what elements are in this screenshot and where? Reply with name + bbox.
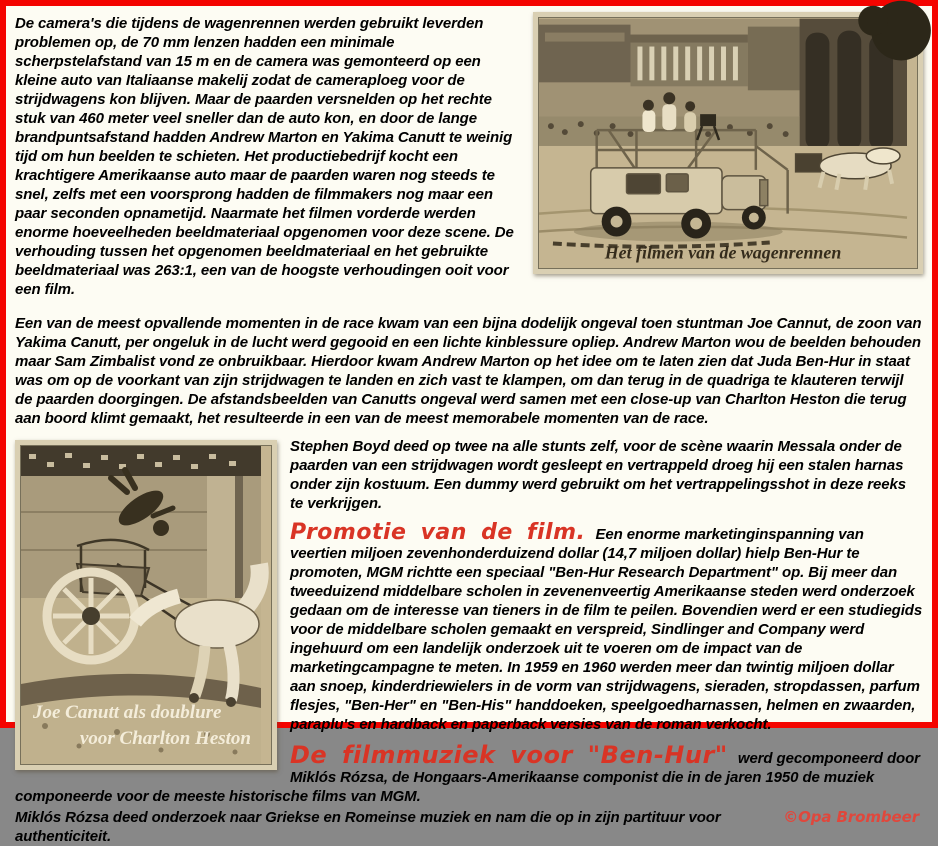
paragraph-stunts: Stephen Boyd deed op twee na alle stunts zelf, voor de scène waarin Messala onder de paarden van een strijdwagen wordt gesleept en vertrappeld droeg hij een stalen harnas onder zijn kostuum. Een dummy werd gebruikt om het vertrappelingsshot in deze reeks te verkrijgen. bbox=[290, 438, 906, 512]
photo-caption-stunt-line2: voor Charlton Heston bbox=[79, 728, 251, 749]
film-music-heading: De filmmuziek voor "Ben-Hur" bbox=[290, 741, 728, 769]
photo-joe-canutt-stunt bbox=[15, 440, 277, 770]
photo-caption-filming: Het filmen van de wagenrennen bbox=[604, 242, 842, 263]
promotion-heading: Promotie van de film. bbox=[290, 520, 586, 545]
photo-caption-stunt-line1: Joe Canutt als doublure bbox=[33, 702, 222, 723]
stunt-chariot-illustration bbox=[21, 446, 261, 764]
copyright-credit: ©Opa Brombeer bbox=[783, 808, 919, 826]
paragraph-music-research bbox=[15, 808, 923, 846]
photo-frame bbox=[538, 17, 918, 269]
film-music-text: werd gecomponeerd door Miklós Rózsa, de Hongaars-Amerikaanse componist die in de jaren 1950 de muziek componeerde voor de meeste historische films van MGM. bbox=[15, 750, 920, 805]
lower-section bbox=[15, 437, 923, 846]
photo-frame bbox=[20, 445, 272, 765]
photo-filming-chariot-race bbox=[533, 12, 923, 274]
camera-truck-illustration bbox=[539, 18, 907, 268]
paragraph-accident: Een van de meest opvallende momenten in de race kwam van een bijna dodelijk ongeval toen stuntman Joe Cannut, de zoon van Yakima Canutt, per ongeluk in de lucht werd gegooid en een lichte kinblessure opliep. Andrew Marton wou de beelden behouden maar Sam Zimbalist vond ze onbruikbaar. Hierdoor kwam Andrew Marton op het idee om te laten zien dat Juda Ben-Hur in staat was om op de voorkant van zijn strijdwagen te landen en zich vast te klampen, om dan terug in de quadriga te klauteren terwijl de paarden doorgingen. De afstandsbeelden van Canutts ongeval werd samen met een close-up van Charlton Heston die terug aan boord klimt gemaakt, het resulteerde in een van de meest memorabele momenten van de race. bbox=[15, 315, 922, 427]
paragraph-cameras: De camera's die tijdens de wagenrennen werden gebruikt leverden problemen op, de 70 mm lenzen hadden een minimale scherpstelafstand van 15 m en de camera was gemonteerd op een kleine auto van Italiaanse makelij zodat de cameraploeg voor de strijdwagens kon blijven. Maar de paarden versnelden op het rechte stuk van 460 meter veel sneller dan de auto kon, en door de lange brandpuntsafstand hadden Andrew Marton en Yakima Canutt te weinig tijd om hun beelden te schieten. Het productiebedrijf kocht een krachtigere Amerikaanse auto maar de paarden waren nog steeds te snel, zelfs met een voorsprong hadden de filmmakers nog maar een paar seconden opnametijd. Naarmate het filmen vorderde werden enorme hoeveelheden beeldmateriaal opgenomen voor deze scene. De verhouding tussen het opgenomen beeldmateriaal en het gebruikte beeldmateriaal was 263:1, een van de hoogste verhoudingen ooit voor een film. bbox=[15, 15, 514, 298]
promotion-text: Een enorme marketinginspanning van veertien miljoen zevenhonderduizend dollar (14,7 miljoen dollar) hielp Ben-Hur te promoten, MGM richtte een speciaal "Ben-Hur Research Department" op. Bij meer dan tweeduizend middelbare scholen in zevenenveertig Amerikaanse steden werd onderzoek gedaan om de interesse van tieners in de film te peilen. Bovendien werd er een studiegids voor de middelbare scholen gemaakt en verspreid, Sindlinger and Company werd ingehuurd om een landelijk onderzoek uit te voeren om de impact van de marketingcampagne te meten. In 1959 en 1960 werden meer dan twintig miljoen dollar aan snoep, kinderdriewielers in de vorm van strijdwagens, sieraden, stropdassen, parfum flesjes, "Ben-Her" en "Ben-His" handdoeken, speelgoedharnassen, helmen en zwaarden, paraplu's en hardback en paperback versies van de roman verkocht. bbox=[290, 526, 923, 733]
music-research-text: Miklós Rózsa deed onderzoek naar Griekse en Romeinse muziek en nam die op in zijn partituur voor authenticiteit. bbox=[15, 809, 721, 845]
